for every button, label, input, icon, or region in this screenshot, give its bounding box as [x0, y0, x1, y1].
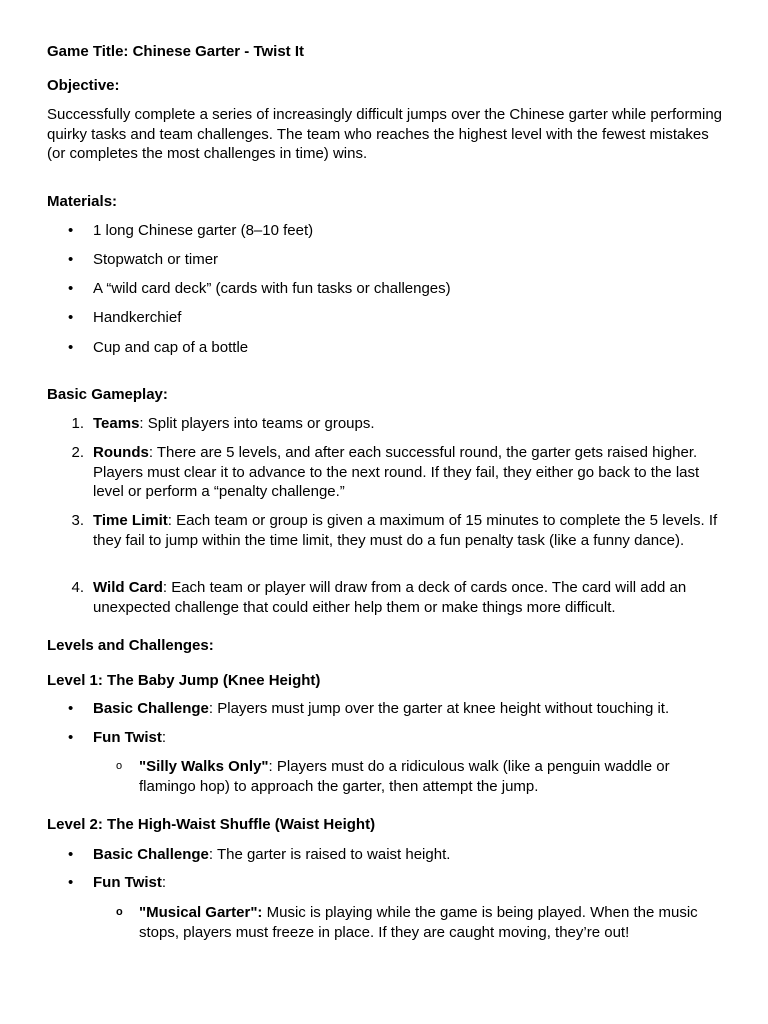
materials-heading: Materials: [47, 193, 118, 210]
twist-name: "Musical Garter": [139, 904, 263, 921]
step-term: Wild Card [93, 579, 163, 596]
step-description: : Each team or player will draw from a deck of cards once. The card will add an unexpected challenge that could either help them or make things more difficult. [93, 579, 687, 616]
material-text: Handkerchief [93, 309, 182, 326]
level-1-heading: Level 1: The Baby Jump (Knee Height) [47, 672, 321, 689]
material-text: Stopwatch or timer [93, 251, 219, 268]
sub-bullet: o [116, 906, 123, 918]
step-description: : There are 5 levels, and after each successful round, the garter gets raised higher. Players must clear it to advance to the next round. If they fail, they either go back to the last level or perform a “penalty challenge.” [93, 444, 700, 500]
step-number: 4. [71, 579, 84, 596]
level-2-heading: Level 2: The High-Waist Shuffle (Waist Height) [47, 816, 376, 833]
step-number: 3. [71, 512, 84, 529]
bullet: • [68, 729, 74, 746]
bullet: • [68, 874, 74, 891]
basic-challenge [93, 845, 733, 865]
fun-twist-term: Fun Twist [93, 729, 162, 746]
material-text: 1 long Chinese garter (8–10 feet) [93, 222, 314, 239]
fun-twist-term: Fun Twist [93, 874, 162, 891]
game-title: Game Title: Chinese Garter - Twist It [47, 43, 305, 60]
step-text [93, 414, 733, 434]
sub-bullet: o [116, 760, 123, 772]
step-term: Teams [93, 415, 140, 432]
objective-text: Successfully complete a series of increasingly difficult jumps over the Chinese garter while performing quirky tasks and team challenges. The team who reaches the highest level with the fewest mistakes (or completes the most challenges in time) wins. [47, 106, 723, 162]
basic-challenge-term: Basic Challenge [93, 700, 209, 717]
step-description: : Each team or group is given a maximum of 15 minutes to complete the 5 levels. If they fail to jump within the time limit, they must do a fun penalty task (like a funny dance). [93, 512, 718, 549]
objective-heading: Objective: [47, 77, 120, 94]
step-text [93, 443, 733, 502]
twist-name: "Silly Walks Only" [139, 758, 269, 775]
material-text: A “wild card deck” (cards with fun tasks or challenges) [93, 280, 451, 297]
twist-detail [139, 757, 729, 796]
bullet: • [68, 700, 74, 717]
material-text: Cup and cap of a bottle [93, 339, 249, 356]
twist-detail [139, 903, 729, 942]
step-number: 2. [71, 444, 84, 461]
bullet: • [68, 846, 74, 863]
fun-twist-colon: : [161, 729, 167, 746]
basic-challenge-term: Basic Challenge [93, 846, 209, 863]
fun-twist-colon: : [161, 874, 167, 891]
bullet: • [68, 251, 74, 268]
step-term: Rounds [93, 444, 149, 461]
step-text [93, 511, 733, 550]
bullet: • [68, 339, 74, 356]
basic-challenge-text: : The garter is raised to waist height. [208, 846, 451, 863]
bullet: • [68, 309, 74, 326]
basic-challenge [93, 699, 733, 719]
bullet: • [68, 280, 74, 297]
step-term: Time Limit [93, 512, 168, 529]
fun-twist [93, 873, 733, 893]
twist-text: Music is playing while the game is being played. When the music stops, players must freeze in place. If they are caught moving, they’re out! [139, 904, 698, 941]
step-text [93, 578, 733, 617]
levels-heading: Levels and Challenges: [47, 637, 214, 654]
bullet: • [68, 222, 74, 239]
gameplay-heading: Basic Gameplay: [47, 386, 168, 403]
basic-challenge-text: : Players must jump over the garter at knee height without touching it. [208, 700, 670, 717]
twist-text: : Players must do a ridiculous walk (like a penguin waddle or flamingo hop) to approach the garter, then attempt the jump. [139, 758, 670, 795]
step-description: : Split players into teams or groups. [139, 415, 375, 432]
step-number: 1. [71, 415, 84, 432]
fun-twist [93, 728, 733, 748]
